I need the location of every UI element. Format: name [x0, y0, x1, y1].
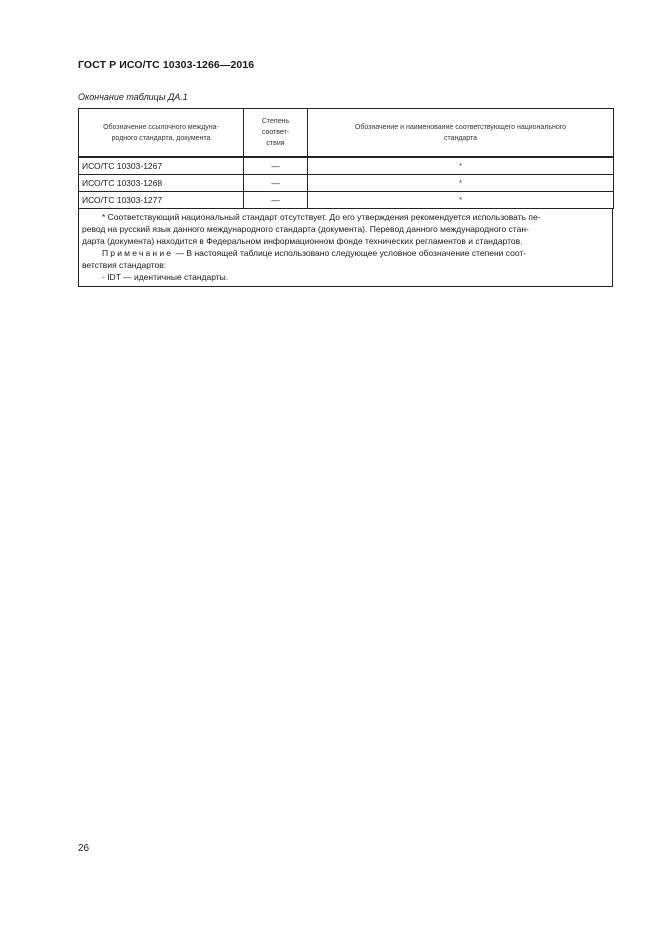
cell-degree: — — [244, 157, 308, 175]
cell-degree: — — [244, 175, 308, 192]
note-line: - IDT — идентичные стандарты. — [102, 272, 229, 282]
table-caption: Окончание таблицы ДА.1 — [78, 92, 188, 102]
footnote-line: ревод на русский язык данного международного стандарта (документа). Перевод данного международного стан- — [82, 224, 529, 234]
table-notes — [78, 209, 613, 287]
cell-reference-code: ИСО/ТС 10303-1268 — [79, 175, 244, 192]
note-line — [82, 247, 609, 259]
cell-reference-code: ИСО/ТС 10303-1267 — [79, 157, 244, 175]
column-header-line: соответ- — [261, 129, 290, 136]
column-header-line: Степень — [261, 118, 290, 125]
column-header-line: родного стандарта, документа — [111, 134, 211, 142]
column-header-reference — [79, 109, 244, 158]
column-header-national — [308, 109, 614, 158]
table-header-row — [79, 109, 614, 158]
note-label: Примечание — [102, 248, 174, 258]
cell-national-standard: * — [308, 157, 614, 175]
correspondence-table — [78, 108, 613, 287]
table-row — [79, 175, 614, 192]
column-header-line: стандарта — [443, 134, 478, 142]
table-row — [79, 157, 614, 175]
cell-national-standard: * — [308, 175, 614, 192]
footnote-line: * Соответствующий национальный стандарт отсутствует. До его утверждения рекомендуется использовать пе- — [102, 212, 541, 222]
column-header-line: ствия — [266, 140, 285, 147]
column-header-degree — [244, 109, 308, 158]
column-header-line: Обозначение и наименование соответствующего национального — [354, 123, 567, 131]
footnote-line: дарта (документа) находится в Федеральном информационном фонде технических регламентов и стандартов. — [82, 236, 523, 246]
table-row — [79, 192, 614, 209]
page-number: 26 — [78, 843, 90, 854]
document-header: ГОСТ Р ИСО/ТС 10303-1266—2016 — [78, 59, 255, 71]
cell-degree: — — [244, 192, 308, 209]
note-text: — В настоящей таблице использовано следующее условное обозначение степени соот- — [173, 248, 527, 258]
note-line: ветствия стандартов: — [82, 260, 167, 270]
cell-reference-code: ИСО/ТС 10303-1277 — [79, 192, 244, 209]
cell-national-standard: * — [308, 192, 614, 209]
column-header-line: Обозначение ссылочного междуна- — [103, 123, 219, 131]
